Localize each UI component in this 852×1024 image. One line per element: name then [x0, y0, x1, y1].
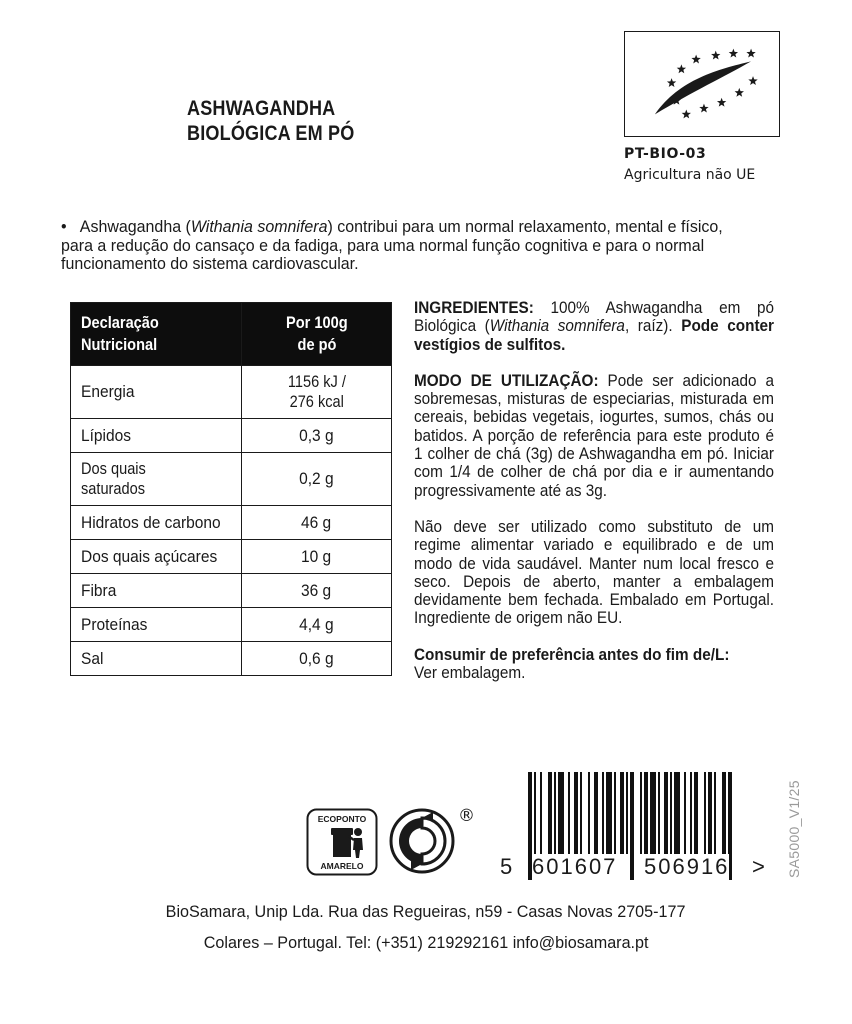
nutrition-header-label: Declaração Nutricional	[71, 303, 242, 366]
green-dot-icon	[389, 808, 455, 874]
barcode-bar	[650, 772, 656, 854]
certification-code: PT-BIO-03	[624, 146, 707, 162]
eu-star-icon	[667, 78, 676, 87]
nutrient-label: Proteínas	[71, 608, 242, 642]
eu-star-icon	[746, 49, 755, 58]
barcode-bar	[714, 772, 716, 854]
product-info	[414, 299, 774, 700]
nutrient-value: 1156 kJ / 276 kcal	[242, 366, 392, 419]
barcode-bar	[644, 772, 648, 854]
table-row	[71, 453, 392, 506]
eu-star-icon	[717, 98, 726, 107]
nutrient-value: 0,2 g	[242, 453, 392, 506]
nutrient-label: Sal	[71, 642, 242, 676]
table-row	[71, 419, 392, 453]
barcode-bar	[664, 772, 668, 854]
product-title-line1: ASHWAGANDHA	[187, 97, 336, 120]
sulfites-warning: Pode conter vestígios de sulfitos.	[414, 316, 774, 354]
claim-text-before: Ashwagandha (	[79, 217, 191, 236]
nutrition-header-value: Por 100g de pó	[242, 303, 392, 366]
barcode-bar	[670, 772, 672, 854]
barcode-bar	[588, 772, 590, 854]
nutrient-label: Energia	[71, 366, 242, 419]
nutrient-value: 0,3 g	[242, 419, 392, 453]
nutrient-label: Dos quais saturados	[71, 453, 242, 506]
eu-star-icon	[735, 88, 744, 97]
nutrient-value: 36 g	[242, 574, 392, 608]
barcode-bar	[640, 772, 642, 854]
barcode-arrow: >	[752, 854, 767, 879]
eu-star-icon	[682, 110, 691, 119]
barcode-bar	[690, 772, 692, 854]
table-row	[71, 366, 392, 419]
barcode-bar	[708, 772, 712, 854]
health-claim	[61, 218, 757, 274]
barcode-bar	[658, 772, 660, 854]
nutrient-value: 46 g	[242, 506, 392, 540]
ecoponto-top-label: ECOPONTO	[317, 814, 367, 824]
usage-paragraph: MODO DE UTILIZAÇÃO: Pode ser adicionado a sobremesas, misturas de especiarias, misturada em cereais, bebidas vegetais, iogurtes, sumos, chás ou batidos. A porção de referência para este produto é 1 colher de chá (3g) de Ashwagandha em pó. Iniciar com 1/4 de colher de chá por dia e ir aumentando progressivamente até as 3g.	[414, 370, 774, 500]
nutrient-label: Fibra	[71, 574, 242, 608]
address-line1: BioSamara, Unip Lda. Rua das Regueiras, n59 - Casas Novas 2705-177	[166, 902, 686, 921]
barcode-bar	[614, 772, 616, 854]
barcode-bar	[554, 772, 556, 854]
barcode-bar	[620, 772, 624, 854]
barcode-group1: 601607	[532, 854, 618, 879]
nutrition-table	[70, 302, 392, 676]
nutrient-label: Hidratos de carbono	[71, 506, 242, 540]
barcode-bar	[540, 772, 542, 854]
nutrient-label: Dos quais açúcares	[71, 540, 242, 574]
ingredients-label: INGREDIENTES:	[414, 298, 534, 317]
barcode-bar	[594, 772, 598, 854]
barcode-bar	[704, 772, 706, 854]
barcode-bar	[580, 772, 582, 854]
product-title	[187, 96, 445, 146]
eu-star-icon	[699, 104, 708, 113]
eu-organic-leaf-icon	[624, 31, 780, 137]
ecoponto-bottom-label: AMARELO	[320, 861, 364, 871]
eu-star-icon	[711, 51, 720, 60]
product-title-line2: BIOLÓGICA EM PÓ	[187, 122, 355, 145]
ingredients-paragraph: INGREDIENTES: 100% Ashwagandha em pó Biológica (Withania somnifera, raíz). Pode conter vestígios de sulfitos.	[414, 298, 774, 354]
usage-label: MODO DE UTILIZAÇÃO:	[414, 370, 599, 390]
claim-text-after: ) contribui para um normal relaxamento, mental e físico, para a redução do cansaço e da fadiga, para uma normal função cognitiva e para o normal funcionamento do sistema cardiovascular.	[61, 217, 723, 273]
nutrient-value: 0,6 g	[242, 642, 392, 676]
nutrition-header-row	[71, 303, 392, 366]
table-row	[71, 642, 392, 676]
barcode-bar	[568, 772, 570, 854]
barcode-first-digit: 5	[500, 854, 515, 879]
claim-latin-name: Withania somnifera	[190, 217, 328, 236]
notice-paragraph: Não deve ser utilizado como substituto de um regime alimentar variado e equilibrado e de um modo de vida saudável. Manter num local fresco e seco. Depois de aberto, manter a embalagem devidamente bem fechada. Embalado em Portugal. Ingrediente de origem não EU.	[414, 516, 774, 628]
table-row	[71, 540, 392, 574]
barcode-bar	[548, 772, 552, 854]
barcode-bar	[626, 772, 628, 854]
ecoponto-bin-icon	[306, 808, 378, 876]
bullet: •	[61, 217, 67, 236]
address-line2: Colares – Portugal. Tel: (+351) 219292161 info@biosamara.pt	[203, 933, 649, 952]
barcode-bar	[558, 772, 564, 854]
table-row	[71, 574, 392, 608]
nutrient-value: 10 g	[242, 540, 392, 574]
eu-star-icon	[748, 76, 757, 85]
best-before-label: Consumir de preferência antes do fim de/L:	[414, 644, 730, 664]
nutrient-value: 4,4 g	[242, 608, 392, 642]
best-before-paragraph: Consumir de preferência antes do fim de/L: Ver embalagem.	[414, 644, 730, 683]
registered-mark: ®	[458, 806, 475, 826]
barcode-bar	[630, 772, 634, 880]
barcode-bar	[722, 772, 726, 854]
barcode-group2: 506916	[644, 854, 730, 879]
eu-star-icon	[729, 49, 738, 58]
table-row	[71, 608, 392, 642]
barcode-bar	[574, 772, 578, 854]
certification-origin: Agricultura não UE	[624, 167, 756, 183]
barcode-bar	[684, 772, 686, 854]
barcode-bar	[674, 772, 680, 854]
barcode-bar	[694, 772, 698, 854]
barcode-bar	[602, 772, 604, 854]
eu-star-icon	[691, 55, 700, 64]
side-code: SA5000_V1/25	[786, 780, 802, 878]
nutrient-label: Lípidos	[71, 419, 242, 453]
eu-star-icon	[677, 64, 686, 73]
barcode-bar	[606, 772, 612, 854]
table-row	[71, 506, 392, 540]
